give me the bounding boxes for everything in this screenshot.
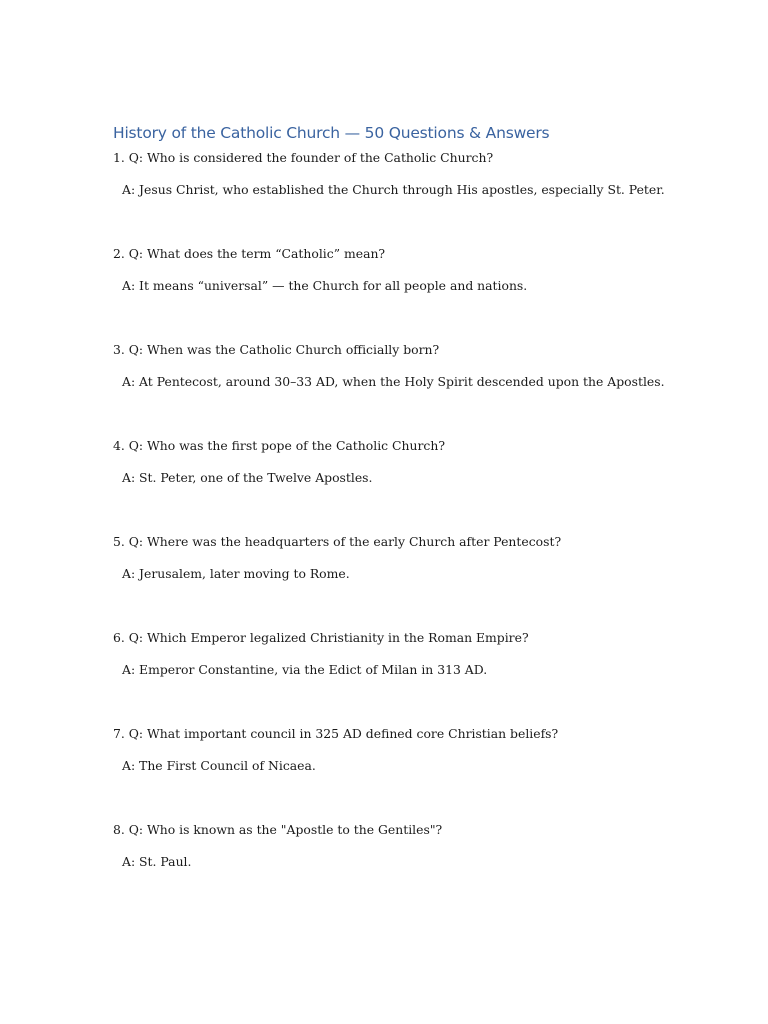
- question-6: 6. Q: Which Emperor legalized Christianity in the Roman Empire?: [113, 630, 529, 645]
- answer-2: A: It means “universal” — the Church for all people and nations.: [122, 278, 528, 293]
- answer-4: A: St. Peter, one of the Twelve Apostles.: [122, 470, 373, 485]
- question-3: 3. Q: When was the Catholic Church officially born?: [113, 342, 440, 357]
- answer-7: A: The First Council of Nicaea.: [122, 758, 316, 773]
- answer-1: A: Jesus Christ, who established the Church through His apostles, especially St. Peter.: [122, 182, 665, 197]
- question-2: 2. Q: What does the term “Catholic” mean?: [113, 246, 386, 261]
- document-title: History of the Catholic Church — 50 Questions & Answers: [113, 124, 550, 142]
- answer-6: A: Emperor Constantine, via the Edict of Milan in 313 AD.: [122, 662, 488, 677]
- question-5: 5. Q: Where was the headquarters of the early Church after Pentecost?: [113, 534, 562, 549]
- answer-8: A: St. Paul.: [122, 854, 192, 869]
- question-8: 8. Q: Who is known as the "Apostle to the Gentiles"?: [113, 822, 443, 837]
- answer-5: A: Jerusalem, later moving to Rome.: [122, 566, 350, 581]
- question-4: 4. Q: Who was the first pope of the Catholic Church?: [113, 438, 445, 453]
- question-7: 7. Q: What important council in 325 AD defined core Christian beliefs?: [113, 726, 559, 741]
- question-1: 1. Q: Who is considered the founder of the Catholic Church?: [113, 150, 494, 165]
- answer-3: A: At Pentecost, around 30–33 AD, when the Holy Spirit descended upon the Apostles.: [122, 374, 665, 389]
